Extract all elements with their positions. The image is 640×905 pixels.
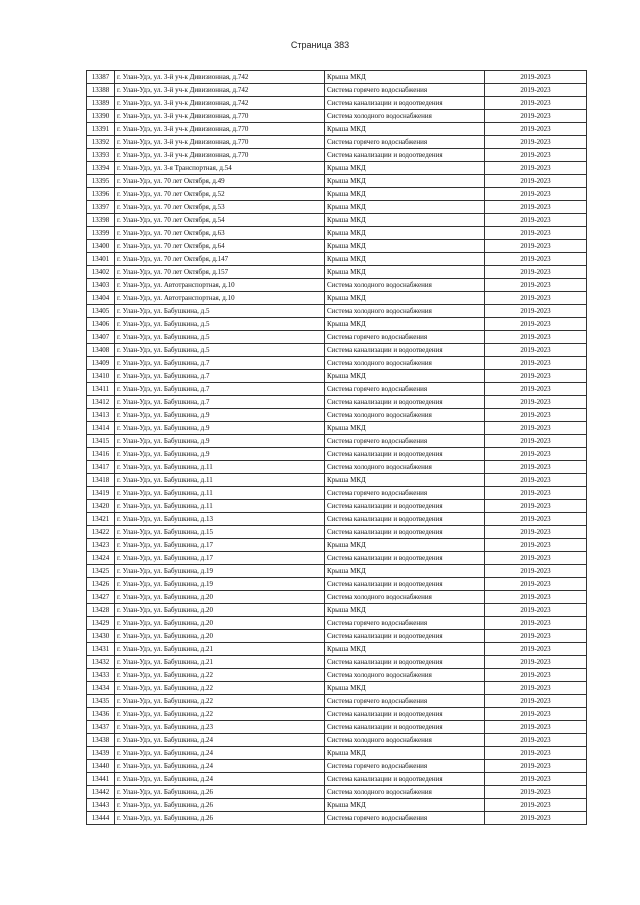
table-row bbox=[87, 487, 587, 500]
row-number-cell: 13433 bbox=[87, 669, 115, 682]
address-cell: г. Улан-Удэ, ул. Бабушкина, д.26 bbox=[115, 812, 325, 825]
address-cell: г. Улан-Удэ, ул. Автотранспортная, д.10 bbox=[115, 292, 325, 305]
period-cell: 2019-2023 bbox=[485, 656, 587, 669]
row-number-cell: 13389 bbox=[87, 97, 115, 110]
row-number-cell: 13418 bbox=[87, 474, 115, 487]
period-cell: 2019-2023 bbox=[485, 253, 587, 266]
work-type-cell: Система канализации и водоотведения bbox=[325, 149, 485, 162]
registry-table-body bbox=[87, 71, 587, 825]
table-row bbox=[87, 630, 587, 643]
work-type-cell: Система холодного водоснабжения bbox=[325, 279, 485, 292]
table-row bbox=[87, 201, 587, 214]
address-cell: г. Улан-Удэ, ул. 3-я Транспортная, д.54 bbox=[115, 162, 325, 175]
address-cell: г. Улан-Удэ, ул. Бабушкина, д.5 bbox=[115, 344, 325, 357]
row-number-cell: 13392 bbox=[87, 136, 115, 149]
row-number-cell: 13388 bbox=[87, 84, 115, 97]
table-row bbox=[87, 383, 587, 396]
table-row bbox=[87, 162, 587, 175]
address-cell: г. Улан-Удэ, ул. Бабушкина, д.23 bbox=[115, 721, 325, 734]
table-row bbox=[87, 318, 587, 331]
period-cell: 2019-2023 bbox=[485, 812, 587, 825]
address-cell: г. Улан-Удэ, ул. Бабушкина, д.22 bbox=[115, 695, 325, 708]
table-row bbox=[87, 227, 587, 240]
work-type-cell: Система канализации и водоотведения bbox=[325, 656, 485, 669]
work-type-cell: Крыша МКД bbox=[325, 643, 485, 656]
row-number-cell: 13405 bbox=[87, 305, 115, 318]
table-row bbox=[87, 786, 587, 799]
address-cell: г. Улан-Удэ, ул. Бабушкина, д.9 bbox=[115, 409, 325, 422]
work-type-cell: Крыша МКД bbox=[325, 474, 485, 487]
address-cell: г. Улан-Удэ, ул. 70 лет Октября, д.147 bbox=[115, 253, 325, 266]
work-type-cell: Система холодного водоснабжения bbox=[325, 734, 485, 747]
address-cell: г. Улан-Удэ, ул. Бабушкина, д.26 bbox=[115, 786, 325, 799]
row-number-cell: 13412 bbox=[87, 396, 115, 409]
table-row bbox=[87, 149, 587, 162]
period-cell: 2019-2023 bbox=[485, 539, 587, 552]
work-type-cell: Система горячего водоснабжения bbox=[325, 812, 485, 825]
work-type-cell: Система холодного водоснабжения bbox=[325, 110, 485, 123]
row-number-cell: 13395 bbox=[87, 175, 115, 188]
work-type-cell: Крыша МКД bbox=[325, 71, 485, 84]
period-cell: 2019-2023 bbox=[485, 227, 587, 240]
period-cell: 2019-2023 bbox=[485, 526, 587, 539]
work-type-cell: Крыша МКД bbox=[325, 292, 485, 305]
period-cell: 2019-2023 bbox=[485, 747, 587, 760]
period-cell: 2019-2023 bbox=[485, 630, 587, 643]
period-cell: 2019-2023 bbox=[485, 266, 587, 279]
table-row bbox=[87, 448, 587, 461]
table-row bbox=[87, 136, 587, 149]
address-cell: г. Улан-Удэ, ул. Автотранспортная, д.10 bbox=[115, 279, 325, 292]
period-cell: 2019-2023 bbox=[485, 175, 587, 188]
period-cell: 2019-2023 bbox=[485, 422, 587, 435]
address-cell: г. Улан-Удэ, ул. Бабушкина, д.11 bbox=[115, 474, 325, 487]
address-cell: г. Улан-Удэ, ул. 3-й уч-к Дивизионная, д.742 bbox=[115, 97, 325, 110]
work-type-cell: Система канализации и водоотведения bbox=[325, 448, 485, 461]
period-cell: 2019-2023 bbox=[485, 149, 587, 162]
row-number-cell: 13403 bbox=[87, 279, 115, 292]
row-number-cell: 13406 bbox=[87, 318, 115, 331]
row-number-cell: 13429 bbox=[87, 617, 115, 630]
row-number-cell: 13402 bbox=[87, 266, 115, 279]
table-row bbox=[87, 643, 587, 656]
work-type-cell: Система канализации и водоотведения bbox=[325, 526, 485, 539]
address-cell: г. Улан-Удэ, ул. 70 лет Октября, д.63 bbox=[115, 227, 325, 240]
table-row bbox=[87, 422, 587, 435]
work-type-cell: Крыша МКД bbox=[325, 201, 485, 214]
work-type-cell: Крыша МКД bbox=[325, 422, 485, 435]
address-cell: г. Улан-Удэ, ул. Бабушкина, д.7 bbox=[115, 396, 325, 409]
row-number-cell: 13399 bbox=[87, 227, 115, 240]
address-cell: г. Улан-Удэ, ул. Бабушкина, д.9 bbox=[115, 422, 325, 435]
work-type-cell: Система горячего водоснабжения bbox=[325, 136, 485, 149]
row-number-cell: 13424 bbox=[87, 552, 115, 565]
table-row bbox=[87, 357, 587, 370]
table-row bbox=[87, 513, 587, 526]
address-cell: г. Улан-Удэ, ул. 3-й уч-к Дивизионная, д.742 bbox=[115, 84, 325, 97]
address-cell: г. Улан-Удэ, ул. 70 лет Октября, д.157 bbox=[115, 266, 325, 279]
work-type-cell: Система горячего водоснабжения bbox=[325, 383, 485, 396]
period-cell: 2019-2023 bbox=[485, 409, 587, 422]
period-cell: 2019-2023 bbox=[485, 604, 587, 617]
work-type-cell: Крыша МКД bbox=[325, 227, 485, 240]
address-cell: г. Улан-Удэ, ул. Бабушкина, д.22 bbox=[115, 708, 325, 721]
period-cell: 2019-2023 bbox=[485, 370, 587, 383]
table-row bbox=[87, 188, 587, 201]
work-type-cell: Система канализации и водоотведения bbox=[325, 630, 485, 643]
address-cell: г. Улан-Удэ, ул. 70 лет Октября, д.53 bbox=[115, 201, 325, 214]
row-number-cell: 13404 bbox=[87, 292, 115, 305]
table-row bbox=[87, 500, 587, 513]
table-row bbox=[87, 474, 587, 487]
address-cell: г. Улан-Удэ, ул. Бабушкина, д.21 bbox=[115, 643, 325, 656]
period-cell: 2019-2023 bbox=[485, 591, 587, 604]
address-cell: г. Улан-Удэ, ул. Бабушкина, д.20 bbox=[115, 591, 325, 604]
table-row bbox=[87, 71, 587, 84]
period-cell: 2019-2023 bbox=[485, 331, 587, 344]
address-cell: г. Улан-Удэ, ул. Бабушкина, д.24 bbox=[115, 747, 325, 760]
row-number-cell: 13441 bbox=[87, 773, 115, 786]
row-number-cell: 13438 bbox=[87, 734, 115, 747]
period-cell: 2019-2023 bbox=[485, 201, 587, 214]
table-row bbox=[87, 305, 587, 318]
row-number-cell: 13413 bbox=[87, 409, 115, 422]
table-row bbox=[87, 695, 587, 708]
address-cell: г. Улан-Удэ, ул. Бабушкина, д.5 bbox=[115, 318, 325, 331]
period-cell: 2019-2023 bbox=[485, 708, 587, 721]
row-number-cell: 13426 bbox=[87, 578, 115, 591]
period-cell: 2019-2023 bbox=[485, 695, 587, 708]
row-number-cell: 13425 bbox=[87, 565, 115, 578]
work-type-cell: Система холодного водоснабжения bbox=[325, 461, 485, 474]
address-cell: г. Улан-Удэ, ул. Бабушкина, д.19 bbox=[115, 565, 325, 578]
work-type-cell: Система канализации и водоотведения bbox=[325, 721, 485, 734]
row-number-cell: 13397 bbox=[87, 201, 115, 214]
table-row bbox=[87, 747, 587, 760]
table-row bbox=[87, 370, 587, 383]
address-cell: г. Улан-Удэ, ул. Бабушкина, д.7 bbox=[115, 357, 325, 370]
work-type-cell: Система горячего водоснабжения bbox=[325, 617, 485, 630]
work-type-cell: Крыша МКД bbox=[325, 162, 485, 175]
address-cell: г. Улан-Удэ, ул. Бабушкина, д.15 bbox=[115, 526, 325, 539]
row-number-cell: 13393 bbox=[87, 149, 115, 162]
table-row bbox=[87, 110, 587, 123]
table-row bbox=[87, 604, 587, 617]
period-cell: 2019-2023 bbox=[485, 357, 587, 370]
row-number-cell: 13396 bbox=[87, 188, 115, 201]
address-cell: г. Улан-Удэ, ул. Бабушкина, д.7 bbox=[115, 383, 325, 396]
row-number-cell: 13439 bbox=[87, 747, 115, 760]
row-number-cell: 13387 bbox=[87, 71, 115, 84]
row-number-cell: 13430 bbox=[87, 630, 115, 643]
period-cell: 2019-2023 bbox=[485, 136, 587, 149]
work-type-cell: Система горячего водоснабжения bbox=[325, 487, 485, 500]
address-cell: г. Улан-Удэ, ул. Бабушкина, д.11 bbox=[115, 461, 325, 474]
work-type-cell: Система холодного водоснабжения bbox=[325, 305, 485, 318]
table-row bbox=[87, 552, 587, 565]
table-row bbox=[87, 123, 587, 136]
work-type-cell: Система канализации и водоотведения bbox=[325, 578, 485, 591]
work-type-cell: Система горячего водоснабжения bbox=[325, 435, 485, 448]
work-type-cell: Система канализации и водоотведения bbox=[325, 708, 485, 721]
work-type-cell: Крыша МКД bbox=[325, 240, 485, 253]
work-type-cell: Система канализации и водоотведения bbox=[325, 513, 485, 526]
work-type-cell: Система канализации и водоотведения bbox=[325, 552, 485, 565]
table-row bbox=[87, 591, 587, 604]
period-cell: 2019-2023 bbox=[485, 305, 587, 318]
row-number-cell: 13437 bbox=[87, 721, 115, 734]
row-number-cell: 13415 bbox=[87, 435, 115, 448]
table-row bbox=[87, 435, 587, 448]
work-type-cell: Система канализации и водоотведения bbox=[325, 396, 485, 409]
row-number-cell: 13390 bbox=[87, 110, 115, 123]
period-cell: 2019-2023 bbox=[485, 84, 587, 97]
work-type-cell: Система горячего водоснабжения bbox=[325, 331, 485, 344]
period-cell: 2019-2023 bbox=[485, 721, 587, 734]
row-number-cell: 13401 bbox=[87, 253, 115, 266]
work-type-cell: Система канализации и водоотведения bbox=[325, 344, 485, 357]
period-cell: 2019-2023 bbox=[485, 71, 587, 84]
period-cell: 2019-2023 bbox=[485, 552, 587, 565]
table-row bbox=[87, 669, 587, 682]
table-row bbox=[87, 344, 587, 357]
table-row bbox=[87, 682, 587, 695]
address-cell: г. Улан-Удэ, ул. Бабушкина, д.17 bbox=[115, 539, 325, 552]
period-cell: 2019-2023 bbox=[485, 500, 587, 513]
table-row bbox=[87, 773, 587, 786]
row-number-cell: 13414 bbox=[87, 422, 115, 435]
address-cell: г. Улан-Удэ, ул. 70 лет Октября, д.64 bbox=[115, 240, 325, 253]
period-cell: 2019-2023 bbox=[485, 188, 587, 201]
row-number-cell: 13408 bbox=[87, 344, 115, 357]
address-cell: г. Улан-Удэ, ул. Бабушкина, д.26 bbox=[115, 799, 325, 812]
period-cell: 2019-2023 bbox=[485, 292, 587, 305]
work-type-cell: Крыша МКД bbox=[325, 318, 485, 331]
work-type-cell: Крыша МКД bbox=[325, 604, 485, 617]
address-cell: г. Улан-Удэ, ул. Бабушкина, д.21 bbox=[115, 656, 325, 669]
period-cell: 2019-2023 bbox=[485, 786, 587, 799]
row-number-cell: 13417 bbox=[87, 461, 115, 474]
work-type-cell: Крыша МКД bbox=[325, 799, 485, 812]
row-number-cell: 13428 bbox=[87, 604, 115, 617]
table-row bbox=[87, 331, 587, 344]
period-cell: 2019-2023 bbox=[485, 123, 587, 136]
row-number-cell: 13440 bbox=[87, 760, 115, 773]
period-cell: 2019-2023 bbox=[485, 734, 587, 747]
work-type-cell: Система канализации и водоотведения bbox=[325, 773, 485, 786]
table-row bbox=[87, 565, 587, 578]
address-cell: г. Улан-Удэ, ул. 70 лет Октября, д.49 bbox=[115, 175, 325, 188]
row-number-cell: 13398 bbox=[87, 214, 115, 227]
period-cell: 2019-2023 bbox=[485, 214, 587, 227]
work-type-cell: Система холодного водоснабжения bbox=[325, 786, 485, 799]
address-cell: г. Улан-Удэ, ул. Бабушкина, д.11 bbox=[115, 500, 325, 513]
table-row bbox=[87, 760, 587, 773]
address-cell: г. Улан-Удэ, ул. 3-й уч-к Дивизионная, д.770 bbox=[115, 123, 325, 136]
page-header: Страница 383 bbox=[290, 40, 350, 50]
row-number-cell: 13416 bbox=[87, 448, 115, 461]
address-cell: г. Улан-Удэ, ул. Бабушкина, д.20 bbox=[115, 617, 325, 630]
address-cell: г. Улан-Удэ, ул. Бабушкина, д.5 bbox=[115, 305, 325, 318]
address-cell: г. Улан-Удэ, ул. 3-й уч-к Дивизионная, д.770 bbox=[115, 110, 325, 123]
period-cell: 2019-2023 bbox=[485, 240, 587, 253]
work-type-cell: Крыша МКД bbox=[325, 747, 485, 760]
work-type-cell: Крыша МКД bbox=[325, 682, 485, 695]
table-row bbox=[87, 396, 587, 409]
address-cell: г. Улан-Удэ, ул. Бабушкина, д.24 bbox=[115, 773, 325, 786]
row-number-cell: 13394 bbox=[87, 162, 115, 175]
row-number-cell: 13419 bbox=[87, 487, 115, 500]
address-cell: г. Улан-Удэ, ул. Бабушкина, д.22 bbox=[115, 682, 325, 695]
address-cell: г. Улан-Удэ, ул. Бабушкина, д.5 bbox=[115, 331, 325, 344]
table-row bbox=[87, 617, 587, 630]
row-number-cell: 13420 bbox=[87, 500, 115, 513]
address-cell: г. Улан-Удэ, ул. Бабушкина, д.13 bbox=[115, 513, 325, 526]
row-number-cell: 13427 bbox=[87, 591, 115, 604]
period-cell: 2019-2023 bbox=[485, 760, 587, 773]
table-row bbox=[87, 292, 587, 305]
table-row bbox=[87, 734, 587, 747]
table-row bbox=[87, 409, 587, 422]
period-cell: 2019-2023 bbox=[485, 383, 587, 396]
table-row bbox=[87, 214, 587, 227]
row-number-cell: 13442 bbox=[87, 786, 115, 799]
row-number-cell: 13421 bbox=[87, 513, 115, 526]
period-cell: 2019-2023 bbox=[485, 474, 587, 487]
table-row bbox=[87, 461, 587, 474]
period-cell: 2019-2023 bbox=[485, 682, 587, 695]
address-cell: г. Улан-Удэ, ул. Бабушкина, д.22 bbox=[115, 669, 325, 682]
address-cell: г. Улан-Удэ, ул. 3-й уч-к Дивизионная, д.770 bbox=[115, 136, 325, 149]
work-type-cell: Крыша МКД bbox=[325, 370, 485, 383]
row-number-cell: 13391 bbox=[87, 123, 115, 136]
address-cell: г. Улан-Удэ, ул. Бабушкина, д.19 bbox=[115, 578, 325, 591]
table-row bbox=[87, 240, 587, 253]
registry-table bbox=[86, 70, 587, 825]
period-cell: 2019-2023 bbox=[485, 643, 587, 656]
row-number-cell: 13409 bbox=[87, 357, 115, 370]
period-cell: 2019-2023 bbox=[485, 97, 587, 110]
work-type-cell: Система холодного водоснабжения bbox=[325, 409, 485, 422]
work-type-cell: Крыша МКД bbox=[325, 266, 485, 279]
address-cell: г. Улан-Удэ, ул. Бабушкина, д.17 bbox=[115, 552, 325, 565]
period-cell: 2019-2023 bbox=[485, 773, 587, 786]
table-row bbox=[87, 175, 587, 188]
row-number-cell: 13411 bbox=[87, 383, 115, 396]
work-type-cell: Система горячего водоснабжения bbox=[325, 695, 485, 708]
period-cell: 2019-2023 bbox=[485, 344, 587, 357]
row-number-cell: 13435 bbox=[87, 695, 115, 708]
work-type-cell: Система холодного водоснабжения bbox=[325, 669, 485, 682]
address-cell: г. Улан-Удэ, ул. Бабушкина, д.24 bbox=[115, 760, 325, 773]
work-type-cell: Система канализации и водоотведения bbox=[325, 97, 485, 110]
period-cell: 2019-2023 bbox=[485, 110, 587, 123]
address-cell: г. Улан-Удэ, ул. Бабушкина, д.20 bbox=[115, 630, 325, 643]
row-number-cell: 13423 bbox=[87, 539, 115, 552]
work-type-cell: Крыша МКД bbox=[325, 253, 485, 266]
table-row bbox=[87, 97, 587, 110]
work-type-cell: Крыша МКД bbox=[325, 539, 485, 552]
work-type-cell: Крыша МКД bbox=[325, 565, 485, 578]
table-row bbox=[87, 539, 587, 552]
work-type-cell: Крыша МКД bbox=[325, 214, 485, 227]
row-number-cell: 13400 bbox=[87, 240, 115, 253]
period-cell: 2019-2023 bbox=[485, 162, 587, 175]
table-row bbox=[87, 799, 587, 812]
address-cell: г. Улан-Удэ, ул. Бабушкина, д.9 bbox=[115, 448, 325, 461]
work-type-cell: Крыша МКД bbox=[325, 175, 485, 188]
work-type-cell: Система канализации и водоотведения bbox=[325, 500, 485, 513]
period-cell: 2019-2023 bbox=[485, 487, 587, 500]
row-number-cell: 13407 bbox=[87, 331, 115, 344]
table-row bbox=[87, 812, 587, 825]
period-cell: 2019-2023 bbox=[485, 279, 587, 292]
work-type-cell: Крыша МКД bbox=[325, 188, 485, 201]
period-cell: 2019-2023 bbox=[485, 565, 587, 578]
table-row bbox=[87, 526, 587, 539]
table-row bbox=[87, 84, 587, 97]
table-row bbox=[87, 266, 587, 279]
table-row bbox=[87, 708, 587, 721]
work-type-cell: Система холодного водоснабжения bbox=[325, 357, 485, 370]
period-cell: 2019-2023 bbox=[485, 396, 587, 409]
address-cell: г. Улан-Удэ, ул. Бабушкина, д.24 bbox=[115, 734, 325, 747]
address-cell: г. Улан-Удэ, ул. 3-й уч-к Дивизионная, д.742 bbox=[115, 71, 325, 84]
period-cell: 2019-2023 bbox=[485, 448, 587, 461]
row-number-cell: 13432 bbox=[87, 656, 115, 669]
table-row bbox=[87, 578, 587, 591]
row-number-cell: 13410 bbox=[87, 370, 115, 383]
row-number-cell: 13444 bbox=[87, 812, 115, 825]
work-type-cell: Крыша МКД bbox=[325, 123, 485, 136]
address-cell: г. Улан-Удэ, ул. Бабушкина, д.7 bbox=[115, 370, 325, 383]
table-row bbox=[87, 279, 587, 292]
work-type-cell: Система горячего водоснабжения bbox=[325, 760, 485, 773]
period-cell: 2019-2023 bbox=[485, 799, 587, 812]
address-cell: г. Улан-Удэ, ул. 3-й уч-к Дивизионная, д.770 bbox=[115, 149, 325, 162]
row-number-cell: 13436 bbox=[87, 708, 115, 721]
address-cell: г. Улан-Удэ, ул. Бабушкина, д.20 bbox=[115, 604, 325, 617]
period-cell: 2019-2023 bbox=[485, 513, 587, 526]
period-cell: 2019-2023 bbox=[485, 578, 587, 591]
row-number-cell: 13431 bbox=[87, 643, 115, 656]
work-type-cell: Система холодного водоснабжения bbox=[325, 591, 485, 604]
period-cell: 2019-2023 bbox=[485, 435, 587, 448]
table-row bbox=[87, 656, 587, 669]
address-cell: г. Улан-Удэ, ул. 70 лет Октября, д.54 bbox=[115, 214, 325, 227]
period-cell: 2019-2023 bbox=[485, 318, 587, 331]
period-cell: 2019-2023 bbox=[485, 669, 587, 682]
address-cell: г. Улан-Удэ, ул. Бабушкина, д.9 bbox=[115, 435, 325, 448]
row-number-cell: 13443 bbox=[87, 799, 115, 812]
table-row bbox=[87, 721, 587, 734]
row-number-cell: 13434 bbox=[87, 682, 115, 695]
address-cell: г. Улан-Удэ, ул. Бабушкина, д.11 bbox=[115, 487, 325, 500]
work-type-cell: Система горячего водоснабжения bbox=[325, 84, 485, 97]
row-number-cell: 13422 bbox=[87, 526, 115, 539]
period-cell: 2019-2023 bbox=[485, 617, 587, 630]
table-row bbox=[87, 253, 587, 266]
address-cell: г. Улан-Удэ, ул. 70 лет Октября, д.52 bbox=[115, 188, 325, 201]
period-cell: 2019-2023 bbox=[485, 461, 587, 474]
